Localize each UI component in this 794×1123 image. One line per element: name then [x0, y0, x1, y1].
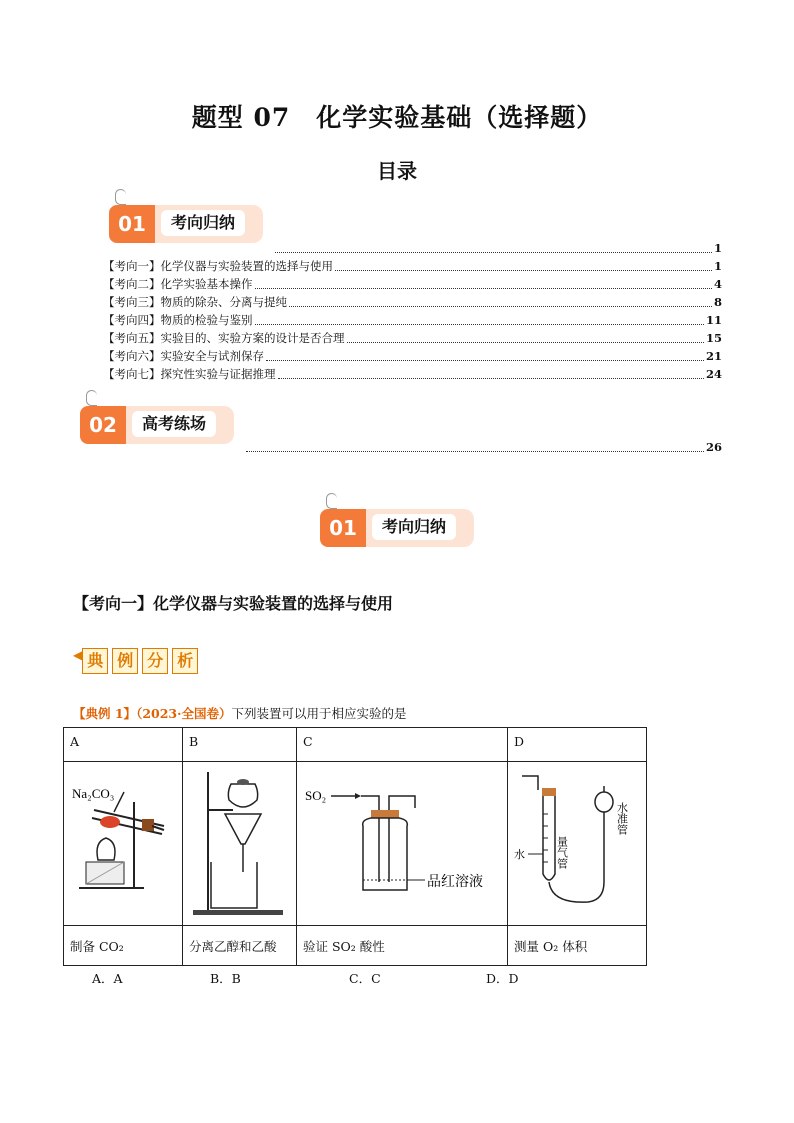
section-heading: 【考向一】化学仪器与实验装置的选择与使用 — [73, 594, 394, 613]
heating-apparatus-icon — [64, 762, 182, 922]
col-header: D — [508, 728, 647, 762]
apparatus-c — [297, 762, 508, 926]
badge-label: 考向归纳 — [161, 210, 245, 236]
gas-washing-bottle-icon — [297, 762, 507, 922]
caption: 分离乙醇和乙酸 — [183, 926, 297, 966]
toc-entry[interactable]: 【考向一】化学仪器与实验装置的选择与使用 1 — [103, 259, 722, 273]
toc-entry[interactable]: 【考向四】物质的检验与鉴别 11 — [103, 313, 722, 327]
caption: 测量 O₂ 体积 — [508, 926, 647, 966]
example-analysis-banner — [73, 648, 202, 674]
badge-label-box — [126, 406, 234, 444]
gas-burette-icon — [508, 762, 646, 922]
option-d[interactable]: D．D — [486, 971, 519, 986]
example-text: 下列装置可以用于相应实验的是 — [231, 706, 407, 721]
toc-title: 目录 — [377, 159, 417, 183]
badge-label: 高考练场 — [132, 411, 216, 437]
toc-entry[interactable]: 【考向七】探究性实验与证据推理 24 — [103, 367, 722, 381]
banner-char: 例 — [112, 648, 138, 674]
hook-icon — [115, 189, 126, 205]
option-b[interactable]: B．B — [210, 971, 241, 986]
options-table — [63, 727, 647, 966]
example-tag: 【典例 1】 — [73, 706, 137, 721]
badge-number: 02 — [80, 406, 126, 444]
toc-list — [103, 239, 722, 383]
hook-icon — [326, 493, 337, 509]
badge-label-box — [155, 205, 263, 243]
toc-entry[interactable]: 【考向三】物质的除杂、分离与提纯 8 — [103, 295, 722, 309]
banner-char: 析 — [172, 648, 198, 674]
gas-label: SO₂ — [305, 788, 327, 803]
banner-char: 分 — [142, 648, 168, 674]
col-header: B — [183, 728, 297, 762]
section-badge-3 — [320, 509, 478, 547]
badge-number: 01 — [109, 205, 155, 243]
example-question — [73, 704, 406, 722]
badge-label-box — [366, 509, 474, 547]
toc-entry[interactable]: 【考向五】实验目的、实验方案的设计是否合理 15 — [103, 331, 722, 345]
solution-label: 品红溶液 — [427, 874, 483, 890]
toc-entry[interactable]: 【考向六】实验安全与试剂保存 21 — [103, 349, 722, 363]
toc-entry[interactable]: 【考向二】化学实验基本操作 4 — [103, 277, 722, 291]
chem-label: Na₂CO₃ — [72, 786, 115, 801]
badge-number: 01 — [320, 509, 366, 547]
caption: 验证 SO₂ 酸性 — [297, 926, 508, 966]
tube-label: 量气管 — [555, 836, 569, 869]
badge-label: 考向归纳 — [372, 514, 456, 540]
hook-icon — [86, 390, 97, 406]
col-header: C — [297, 728, 508, 762]
banner-char: 典 — [82, 648, 108, 674]
apparatus-d — [508, 762, 647, 926]
section-badge-1 — [109, 205, 267, 243]
example-source: （2023·全国卷） — [136, 706, 232, 721]
section-badge-2 — [80, 406, 238, 444]
apparatus-a — [64, 762, 183, 926]
water-label: 水 — [514, 848, 525, 861]
option-a[interactable]: A．A — [92, 971, 123, 986]
apparatus-b — [183, 762, 297, 926]
toc-entry-2[interactable]: 26 — [244, 438, 722, 456]
speaker-icon: ◀ — [73, 648, 83, 662]
col-header: A — [64, 728, 183, 762]
level-label: 水准管 — [615, 802, 629, 835]
caption: 制备 CO₂ — [64, 926, 183, 966]
page-title: 题型 07 化学实验基础（选择题） — [191, 103, 603, 132]
toc-entry[interactable]: 1 — [103, 239, 722, 257]
separatory-funnel-icon — [183, 762, 296, 922]
option-c[interactable]: C．C — [349, 971, 381, 986]
